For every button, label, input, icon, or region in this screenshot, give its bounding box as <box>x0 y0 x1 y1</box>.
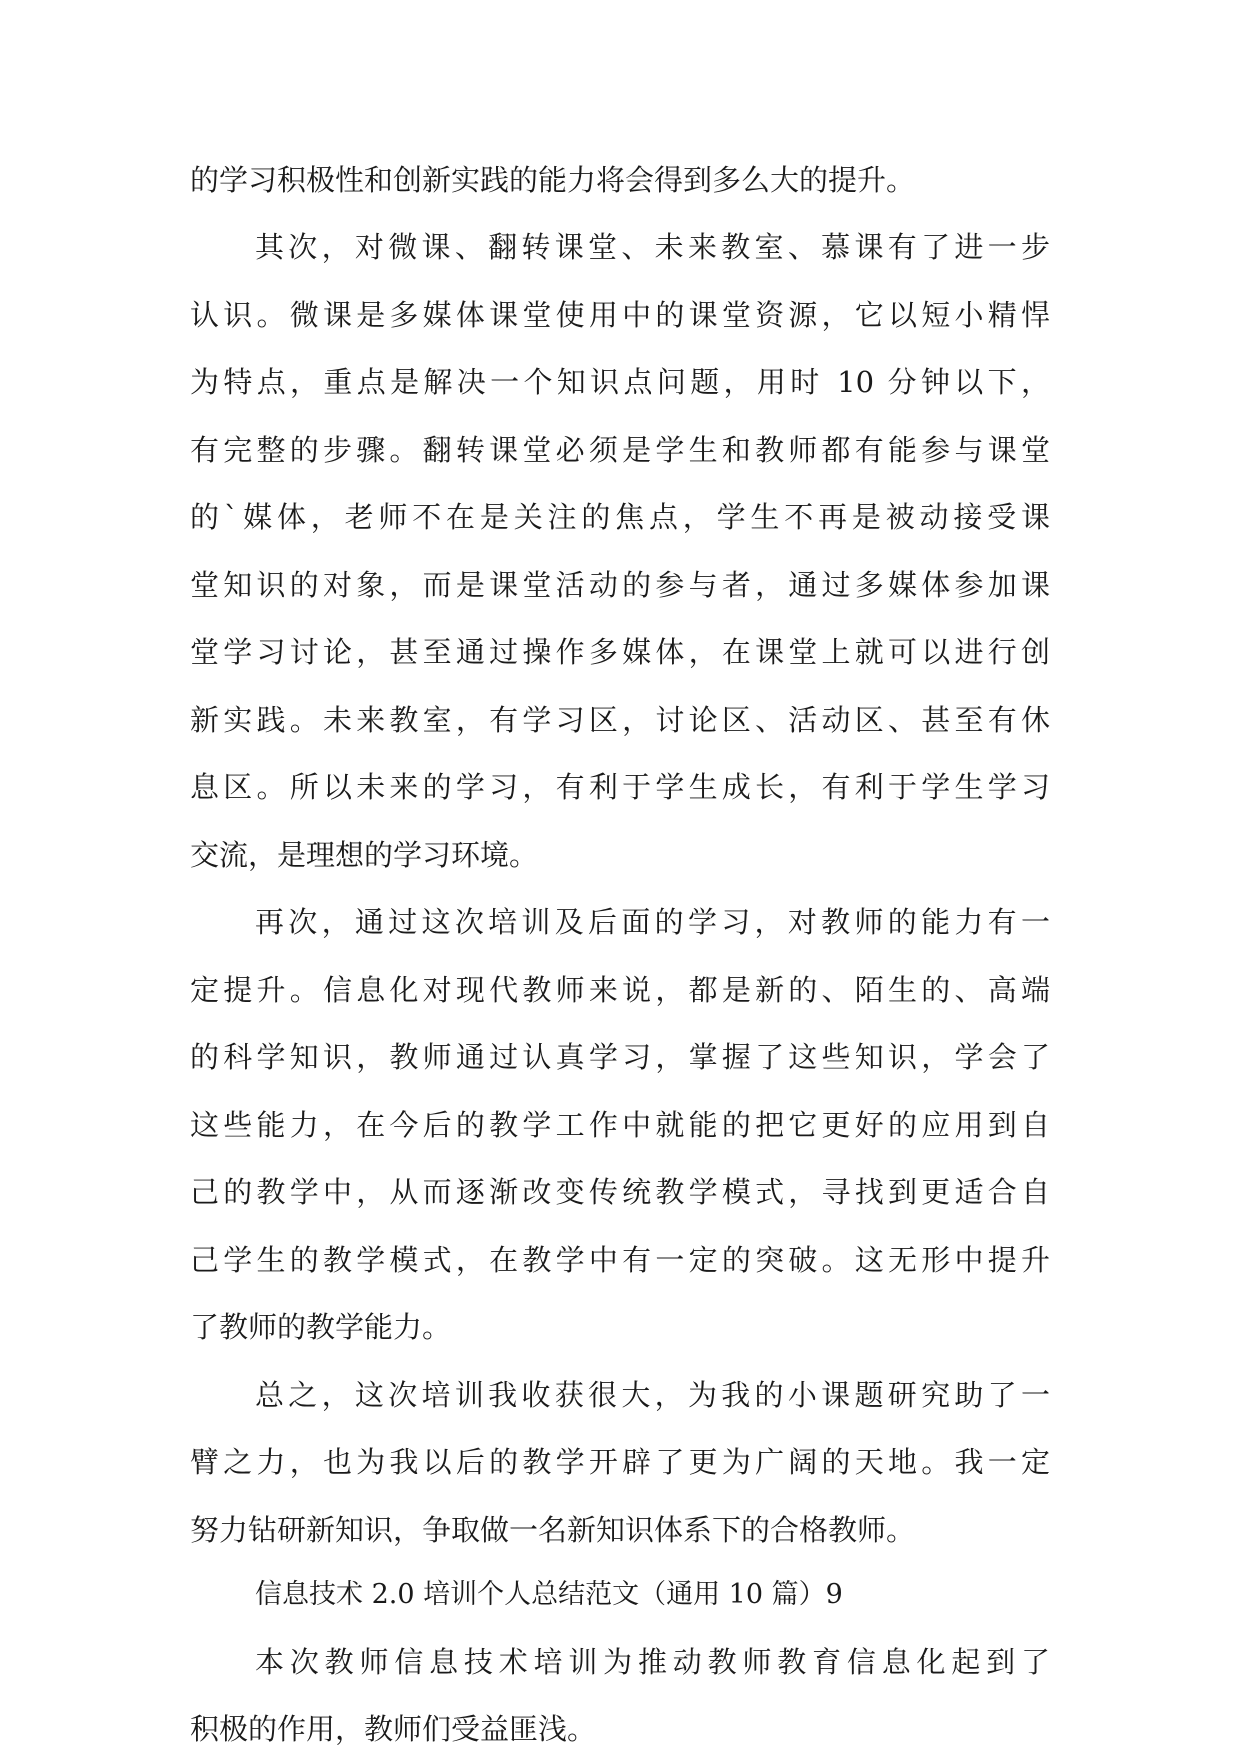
paragraph-line: 了教师的教学能力。 <box>190 1310 452 1344</box>
paragraph-line: 堂学习讨论，甚至通过操作多媒体，在课堂上就可以进行创 <box>190 635 1050 669</box>
paragraph-line: 这些能力，在今后的教学工作中就能的把它更好的应用到自 <box>190 1108 1050 1142</box>
paragraph-line: 的`媒体，老师不在是关注的焦点，学生不再是被动接受课 <box>190 500 1050 534</box>
paragraph-line: 努力钻研新知识，争取做一名新知识体系下的合格教师。 <box>190 1513 916 1547</box>
paragraph-line: 的科学知识，教师通过认真学习，掌握了这些知识，学会了 <box>190 1040 1050 1074</box>
paragraph-line: 新实践。未来教室，有学习区，讨论区、活动区、甚至有休 <box>190 703 1050 737</box>
paragraph-line: 己学生的教学模式，在教学中有一定的突破。这无形中提升 <box>190 1243 1050 1277</box>
paragraph-line: 为特点，重点是解决一个知识点问题，用时 10 分钟以下， <box>190 365 1050 399</box>
paragraph-line: 的学习积极性和创新实践的能力将会得到多么大的提升。 <box>190 163 916 197</box>
section-heading: 信息技术 2.0 培训个人总结范文（通用 10 篇）9 <box>255 1579 843 1610</box>
paragraph-line: 己的教学中，从而逐渐改变传统教学模式，寻找到更适合自 <box>190 1175 1050 1209</box>
paragraph-line: 息区。所以未来的学习，有利于学生成长，有利于学生学习 <box>190 770 1050 804</box>
paragraph-line: 再次，通过这次培训及后面的学习，对教师的能力有一 <box>255 905 1050 939</box>
paragraph-line: 臂之力，也为我以后的教学开辟了更为广阔的天地。我一定 <box>190 1445 1050 1479</box>
paragraph-line: 本次教师信息技术培训为推动教师教育信息化起到了 <box>255 1645 1050 1679</box>
paragraph-line: 积极的作用，教师们受益匪浅。 <box>190 1712 597 1746</box>
paragraph-line: 其次，对微课、翻转课堂、未来教室、慕课有了进一步 <box>255 230 1050 264</box>
paragraph-line: 总之，这次培训我收获很大，为我的小课题研究助了一 <box>255 1378 1050 1412</box>
paragraph-line: 定提升。信息化对现代教师来说，都是新的、陌生的、高端 <box>190 973 1050 1007</box>
paragraph-line: 堂知识的对象，而是课堂活动的参与者，通过多媒体参加课 <box>190 568 1050 602</box>
paragraph-line: 认识。微课是多媒体课堂使用中的课堂资源，它以短小精悍 <box>190 298 1050 332</box>
paragraph-line: 交流，是理想的学习环境。 <box>190 838 539 872</box>
paragraph-line: 有完整的步骤。翻转课堂必须是学生和教师都有能参与课堂 <box>190 433 1050 467</box>
